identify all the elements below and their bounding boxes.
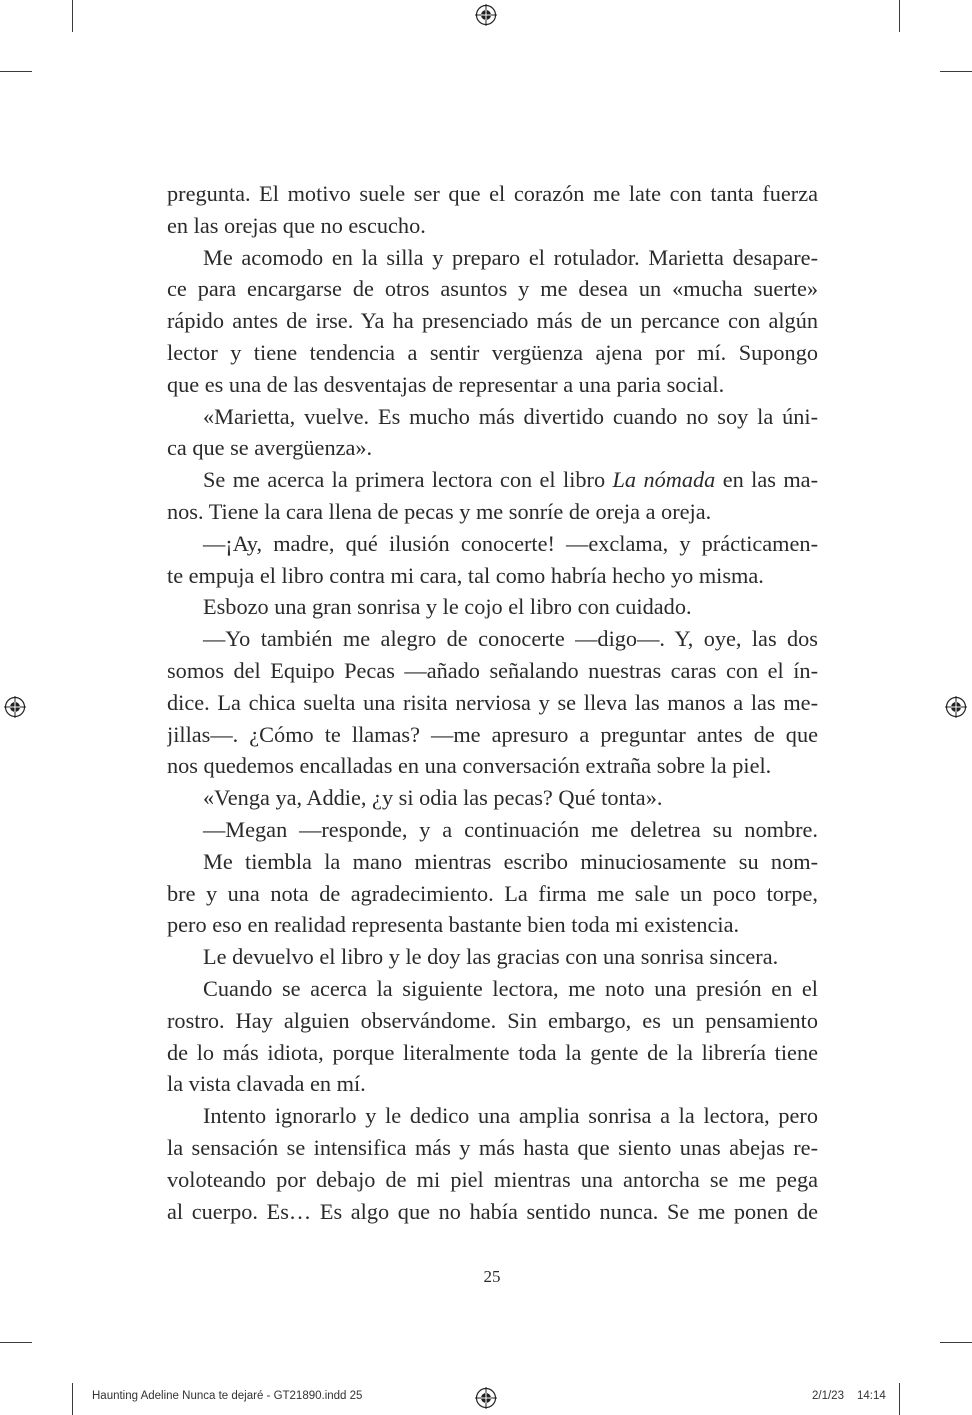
text-line: Le devuelvo el libro y le doy las gracias con una sonrisa sincera.	[203, 944, 779, 970]
text-line: de lo más idiota, porque literalmente toda la gente de la librería tiene	[167, 1039, 818, 1065]
text-line: «Marietta, vuelve. Es mucho más divertido cuando no soy la úni-	[203, 403, 818, 429]
body-text	[167, 178, 818, 1227]
text-line: rápido antes de irse. Ya ha presenciado más de un percance con algún	[167, 308, 818, 334]
text-segment: en las ma-	[715, 467, 818, 493]
registration-mark-icon	[4, 696, 26, 718]
text-line: Cuando se acerca la siguiente lectora, me noto una presión en el	[203, 975, 818, 1001]
crop-mark-top-right	[899, 0, 900, 32]
slug-time: 14:14	[857, 1390, 886, 1402]
text-line: que es una de las desventajas de representar a una paria social.	[167, 371, 725, 397]
page-number: 25	[483, 1267, 501, 1286]
text-line: nos. Tiene la cara llena de pecas y me sonríe de oreja a oreja.	[167, 498, 712, 524]
text-line: —Yo también me alegro de conocerte —digo—. Y, oye, las dos	[203, 626, 818, 652]
text-line: dice. La chica suelta una risita nerviosa y se lleva las manos a las me-	[167, 689, 818, 715]
slug-filename: Haunting Adeline Nunca te dejaré - GT21890.indd 25	[92, 1390, 363, 1402]
text-line: rostro. Hay alguien observándome. Sin embargo, es un pensamiento	[167, 1007, 818, 1033]
registration-mark-icon	[475, 4, 497, 26]
crop-mark-left-bottom	[0, 1342, 32, 1343]
text-line: Intento ignorarlo y le dedico una amplia sonrisa a la lectora, pero	[203, 1103, 818, 1129]
text-line: «Venga ya, Addie, ¿y si odia las pecas? Qué tonta».	[203, 785, 663, 811]
text-line: lector y tiene tendencia a sentir vergüenza ajena por mí. Supongo	[167, 339, 818, 365]
text-line: Esbozo una gran sonrisa y le cojo el libro con cuidado.	[203, 594, 692, 620]
text-line: ce para encargarse de otros asuntos y me desea un «mucha suerte»	[167, 276, 818, 302]
text-line: la sensación se intensifica más y más hasta que siento unas abejas re-	[167, 1134, 818, 1160]
text-line: nos quedemos encalladas en una conversación extraña sobre la piel.	[167, 753, 772, 779]
text-line: voloteando por debajo de mi piel mientras una antorcha se me pega	[167, 1166, 818, 1192]
registration-mark-icon	[945, 696, 967, 718]
text-line: jillas—. ¿Cómo te llamas? —me apresuro a preguntar antes de que	[167, 721, 818, 747]
text-line: la vista clavada en mí.	[167, 1071, 366, 1097]
crop-mark-left-top	[0, 71, 32, 72]
text-line: pregunta. El motivo suele ser que el corazón me late con tanta fuerza	[167, 181, 818, 206]
slug-date: 2/1/23	[812, 1390, 844, 1402]
text-segment: Se me acerca la primera lectora con el libro	[203, 467, 613, 493]
book-title: La nómada	[612, 467, 716, 493]
text-line: —Megan —responde, y a continuación me deletrea su nombre.	[203, 816, 818, 842]
registration-mark-icon	[475, 1387, 497, 1409]
text-line-with-book-title	[167, 464, 818, 496]
crop-mark-right-top	[940, 71, 972, 72]
text-line: bre y una nota de agradecimiento. La firma me sale un poco torpe,	[167, 880, 818, 906]
text-line: Me acomodo en la silla y preparo el rotulador. Marietta desapare-	[203, 244, 818, 270]
text-line: Me tiembla la mano mientras escribo minuciosamente su nom-	[203, 848, 818, 874]
crop-mark-right-bottom	[940, 1342, 972, 1343]
crop-mark-bottom-right	[899, 1383, 900, 1415]
crop-mark-top-left	[72, 0, 73, 32]
text-line: ca que se avergüenza».	[167, 435, 373, 461]
text-line: —¡Ay, madre, qué ilusión conocerte! —exclama, y prácticamen-	[203, 530, 818, 556]
text-line: pero eso en realidad representa bastante bien toda mi existencia.	[167, 912, 740, 938]
text-line: en las orejas que no escucho.	[167, 212, 426, 238]
crop-mark-bottom-left	[72, 1383, 73, 1415]
text-line: somos del Equipo Pecas —añado señalando nuestras caras con el ín-	[167, 657, 818, 683]
text-line: te empuja el libro contra mi cara, tal como habría hecho yo misma.	[167, 562, 764, 588]
text-line: al cuerpo. Es… Es algo que no había sentido nunca. Se me ponen de	[167, 1198, 818, 1224]
